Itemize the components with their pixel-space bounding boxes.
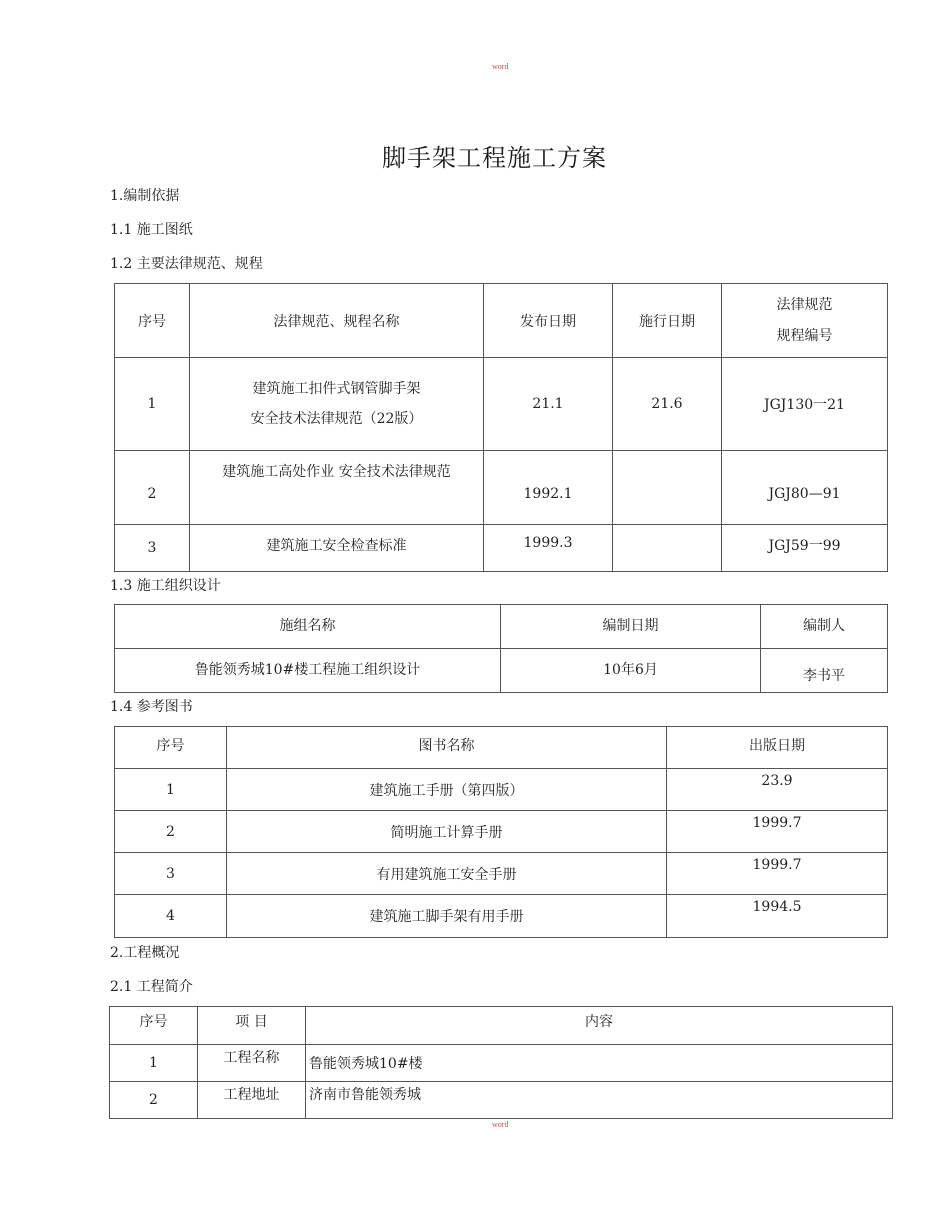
table-row — [115, 358, 888, 451]
header-cell: 出版日期 — [667, 727, 888, 769]
table-row — [115, 895, 888, 938]
cell-code: JGJ130一21 — [722, 358, 888, 451]
table-row — [115, 451, 888, 525]
cell-effective-date — [613, 525, 722, 572]
table-row — [110, 1082, 893, 1119]
header-cell: 图书名称 — [227, 727, 667, 769]
cell-content: 济南市鲁能领秀城 — [306, 1082, 893, 1119]
table-row — [115, 853, 888, 895]
watermark-top: word — [492, 62, 509, 71]
heading-1: 1.编制依据 — [110, 188, 180, 204]
cell-item: 工程地址 — [198, 1082, 306, 1119]
cell-book-name: 建筑施工脚手架有用手册 — [227, 895, 667, 938]
cell-book-name: 建筑施工手册（第四版） — [227, 769, 667, 811]
header-line: 规程编号 — [776, 327, 833, 344]
header-cell: 发布日期 — [484, 284, 613, 358]
cell-no: 1 — [115, 358, 190, 451]
cell-code: JGJ59一99 — [722, 525, 888, 572]
header-cell — [722, 284, 888, 358]
design-table — [114, 604, 888, 693]
cell-code: JGJ80—91 — [722, 451, 888, 525]
watermark-bottom: word — [492, 1120, 509, 1129]
header-cell: 序号 — [115, 727, 227, 769]
heading-1-3: 1.3 施工组织设计 — [110, 578, 221, 594]
header-cell: 法律规范、规程名称 — [190, 284, 484, 358]
header-cell: 内容 — [306, 1007, 893, 1045]
cell-no: 3 — [115, 853, 227, 895]
cell-name-line: 建筑施工扣件式钢管脚手架 — [252, 380, 421, 397]
header-line: 法律规范 — [776, 297, 833, 314]
heading-1-4: 1.4 参考图书 — [110, 699, 193, 715]
cell-plan-date: 10年6月 — [501, 649, 761, 693]
cell-issue-date: 21.1 — [484, 358, 613, 451]
cell-effective-date: 21.6 — [613, 358, 722, 451]
cell-book-name: 简明施工计算手册 — [227, 811, 667, 853]
cell-issue-date: 1992.1 — [484, 451, 613, 525]
heading-1-1: 1.1 施工图纸 — [110, 222, 193, 238]
table-header-row — [115, 284, 888, 358]
cell-no: 3 — [115, 525, 190, 572]
table-row — [115, 769, 888, 811]
table-row — [115, 649, 888, 693]
heading-2-1: 2.1 工程简介 — [110, 979, 193, 995]
cell-plan-author: 李书平 — [761, 649, 888, 693]
cell-no: 2 — [115, 451, 190, 525]
table-row — [115, 525, 888, 572]
heading-2: 2.工程概况 — [110, 945, 180, 961]
heading-1-2: 1.2 主要法律规范、规程 — [110, 256, 263, 272]
cell-plan-name: 鲁能领秀城10#楼工程施工组织设计 — [115, 649, 501, 693]
cell-effective-date — [613, 451, 722, 525]
cell-book-date: 1994.5 — [667, 895, 888, 938]
table-header-row — [115, 727, 888, 769]
header-cell: 序号 — [115, 284, 190, 358]
cell-book-date: 1999.7 — [667, 811, 888, 853]
header-cell: 编制人 — [761, 605, 888, 649]
cell-no: 2 — [115, 811, 227, 853]
laws-table — [114, 283, 888, 572]
header-cell: 施组名称 — [115, 605, 501, 649]
header-cell: 项 目 — [198, 1007, 306, 1045]
cell-name: 建筑施工高处作业 安全技术法律规范 — [190, 451, 484, 525]
cell-no: 4 — [115, 895, 227, 938]
cell-issue-date: 1999.3 — [484, 525, 613, 572]
cell-name: 建筑施工安全检查标准 — [190, 525, 484, 572]
header-cell: 序号 — [110, 1007, 198, 1045]
cell-no: 1 — [115, 769, 227, 811]
header-cell: 施行日期 — [613, 284, 722, 358]
cell-book-name: 有用建筑施工安全手册 — [227, 853, 667, 895]
project-table — [109, 1006, 893, 1119]
table-row — [115, 811, 888, 853]
books-table — [114, 726, 888, 938]
header-cell: 编制日期 — [501, 605, 761, 649]
cell-item: 工程名称 — [198, 1045, 306, 1082]
cell-name-line: 安全技术法律规范（22版） — [250, 411, 423, 427]
cell-book-date: 1999.7 — [667, 853, 888, 895]
cell-no: 1 — [110, 1045, 198, 1082]
cell-content: 鲁能领秀城10#楼 — [306, 1045, 893, 1082]
table-header-row — [115, 605, 888, 649]
cell-no: 2 — [110, 1082, 198, 1119]
table-header-row — [110, 1007, 893, 1045]
table-row — [110, 1045, 893, 1082]
cell-book-date: 23.9 — [667, 769, 888, 811]
cell-name — [190, 358, 484, 451]
document-title: 脚手架工程施工方案 — [382, 144, 607, 172]
